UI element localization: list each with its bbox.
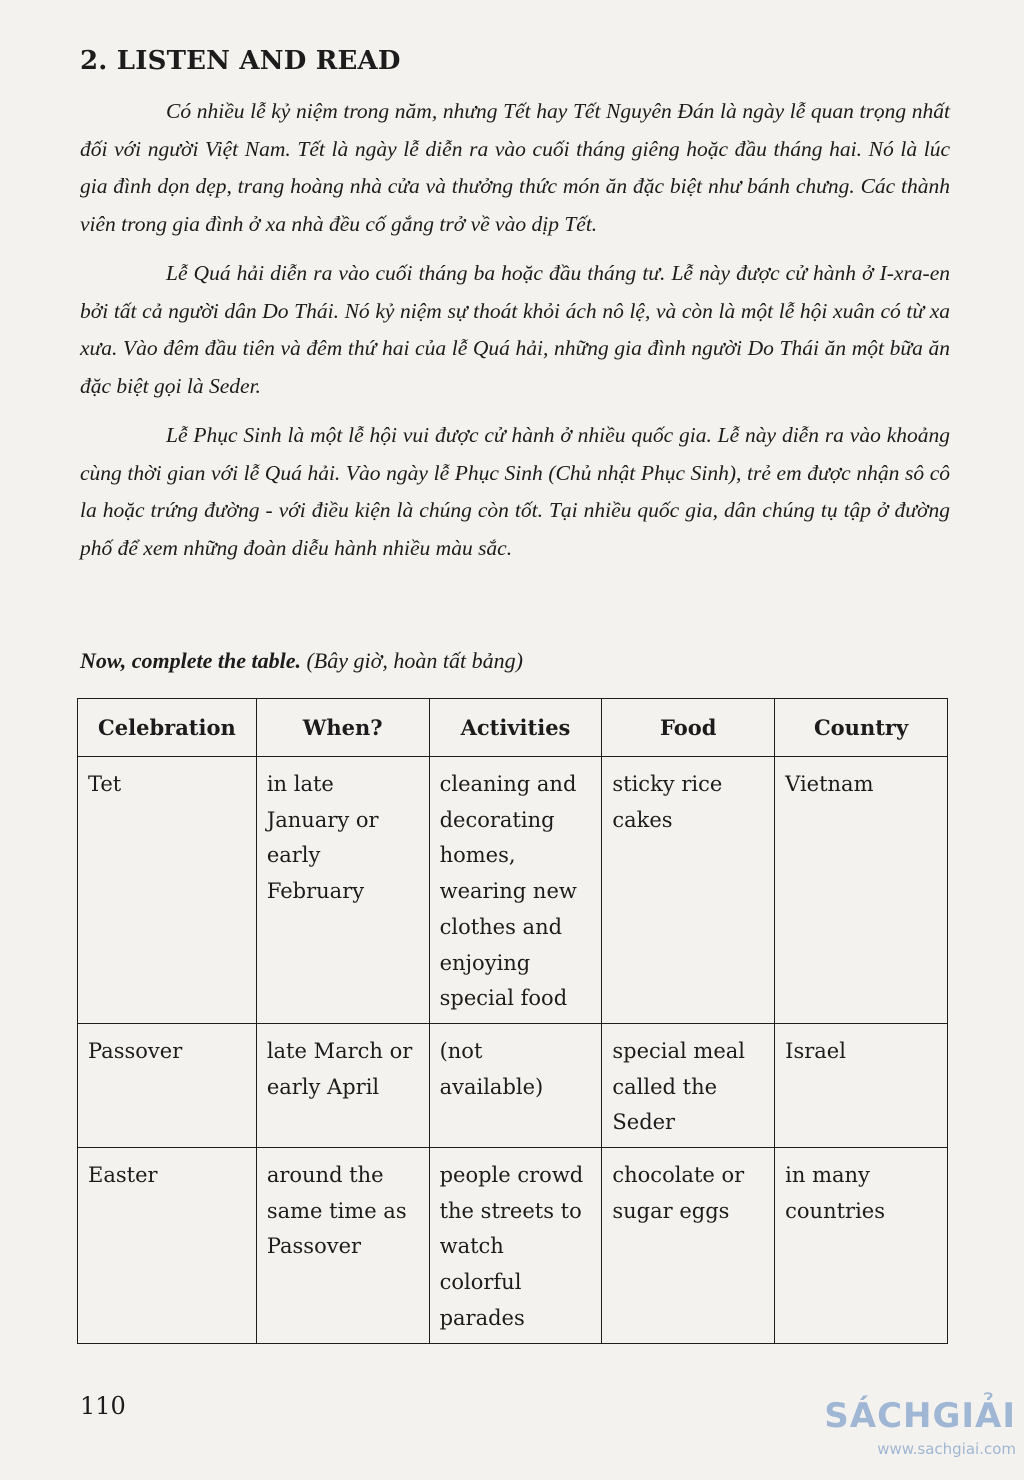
header-country: Country bbox=[775, 699, 948, 757]
instruction-vietnamese: (Bây giờ, hoàn tất bảng) bbox=[306, 648, 523, 673]
watermark-logo: SÁCHGIẢI bbox=[824, 1396, 1016, 1436]
paragraph-passover: Lễ Quá hải diễn ra vào cuối tháng ba hoặc đầu tháng tư. Lễ này được cử hành ở I-xra-en bởi tất cả người dân Do Thái. Nó kỷ niệm sự thoát khỏi ách nô lệ, và còn là một lễ hội xuân có từ xa xưa. Vào đêm đầu tiên và đêm thứ hai của lễ Quá hải, những gia đình người Do Thái ăn một bữa ăn đặc biệt gọi là Seder. bbox=[80, 261, 950, 398]
paragraph-easter: Lễ Phục Sinh là một lễ hội vui được cử hành ở nhiều quốc gia. Lễ này diễn ra vào khoảng cùng thời gian với lễ Quá hải. Vào ngày lễ Phục Sinh (Chủ nhật Phục Sinh), trẻ em được nhận sô cô la hoặc trứng đường - với điều kiện là chúng còn tốt. Tại nhiều quốc gia, dân chúng tụ tập ở đường phố để xem những đoàn diễu hành nhiều màu sắc. bbox=[80, 423, 950, 560]
cell-food: sticky rice cakes bbox=[602, 757, 775, 1024]
cell-celebration: Tet bbox=[78, 757, 257, 1024]
cell-activities: (not available) bbox=[429, 1023, 602, 1147]
cell-country: Israel bbox=[775, 1023, 948, 1147]
cell-celebration: Passover bbox=[78, 1023, 257, 1147]
reading-passage bbox=[80, 93, 950, 579]
cell-country: in many countries bbox=[775, 1148, 948, 1344]
cell-activities: people crowd the streets to watch colorful parades bbox=[429, 1148, 602, 1344]
table-row bbox=[78, 1148, 948, 1344]
page-number: 110 bbox=[80, 1392, 126, 1420]
cell-activities: cleaning and decorating homes, wearing new clothes and enjoying special food bbox=[429, 757, 602, 1024]
cell-when: late March or early April bbox=[256, 1023, 429, 1147]
section-heading: 2. LISTEN AND READ bbox=[80, 46, 401, 76]
cell-country: Vietnam bbox=[775, 757, 948, 1024]
cell-when: in late January or early February bbox=[256, 757, 429, 1024]
table-row bbox=[78, 1023, 948, 1147]
header-celebration: Celebration bbox=[78, 699, 257, 757]
cell-food: chocolate or sugar eggs bbox=[602, 1148, 775, 1344]
cell-food: special meal called the Seder bbox=[602, 1023, 775, 1147]
watermark-url[interactable]: www.sachgiai.com bbox=[877, 1440, 1016, 1458]
paragraph-tet: Có nhiều lễ kỷ niệm trong năm, nhưng Tết hay Tết Nguyên Đán là ngày lễ quan trọng nhất đối với người Việt Nam. Tết là ngày lễ diễn ra vào cuối tháng giêng hoặc đầu tháng hai. Nó là lúc gia đình dọn dẹp, trang hoàng nhà cửa và thưởng thức món ăn đặc biệt như bánh chưng. Các thành viên trong gia đình ở xa nhà đều cố gắng trở về vào dịp Tết. bbox=[80, 99, 950, 236]
instruction-english: Now, complete the table. bbox=[80, 648, 301, 673]
cell-celebration: Easter bbox=[78, 1148, 257, 1344]
celebrations-table bbox=[77, 698, 948, 1344]
header-food: Food bbox=[602, 699, 775, 757]
header-when: When? bbox=[256, 699, 429, 757]
table-header-row bbox=[78, 699, 948, 757]
table-row bbox=[78, 757, 948, 1024]
cell-when: around the same time as Passover bbox=[256, 1148, 429, 1344]
sachgiai-watermark bbox=[824, 1396, 1016, 1458]
header-activities: Activities bbox=[429, 699, 602, 757]
table-instruction bbox=[80, 648, 523, 674]
